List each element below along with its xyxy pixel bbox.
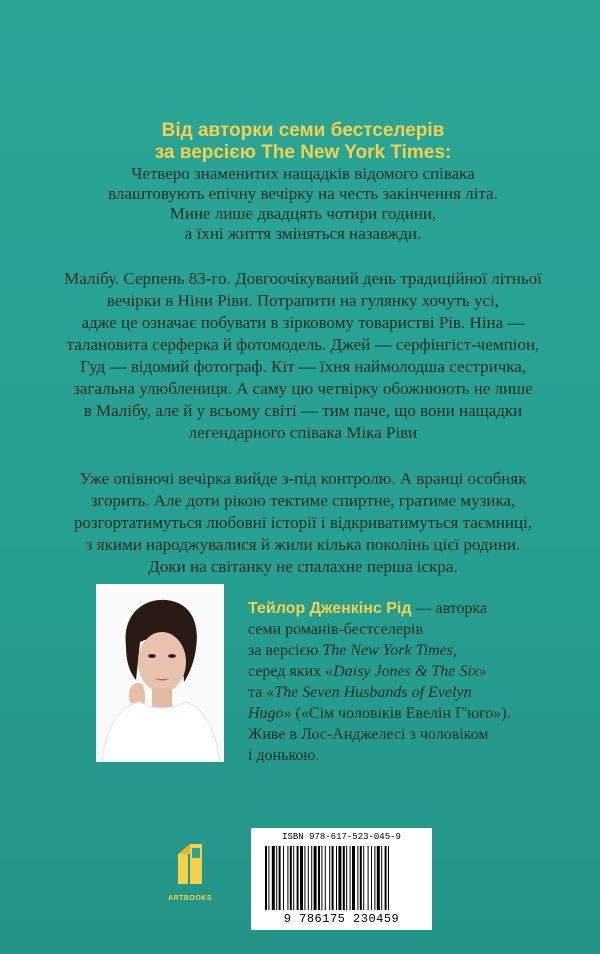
publisher-name: ARTBOOKS <box>167 895 213 902</box>
bio-text: — авторка <box>411 600 488 617</box>
bio-text: » («Сім чоловіків Евелін Г'юго»). <box>283 705 511 722</box>
headline <box>48 120 558 164</box>
bio-title: Daisy Jones & The Six <box>333 663 479 680</box>
paragraph-line: талановита серферка й фотомодель. Джей — серфінгіст-чемпіон, <box>66 335 540 354</box>
paragraph-line: Гуд — відомий фотограф. Кіт — їхня наймолодша сестричка, <box>79 357 527 376</box>
paragraph-2 <box>48 468 558 578</box>
paragraph-line: загальна улюблениця. А саму цю четвірку обожнюють не лише <box>73 379 533 398</box>
paragraph-line: Доки на світанку не спалахне перша іскра. <box>148 557 458 576</box>
isbn-text: ISBN 978-617-523-045-9 <box>282 832 401 842</box>
paragraph-line: в Малібу, але й у всьому світі — тим паче, що вони нащадки <box>83 401 523 420</box>
intro-line: влаштовують епічну вечірку на честь закінчення літа. <box>108 184 498 203</box>
barcode-digits: 9 786175 230459 <box>283 912 400 926</box>
paragraph-line: адже це означає побувати в зірковому товаристві Рів. Ніна — <box>81 313 525 332</box>
barcode-bars <box>265 846 418 910</box>
bio-text: серед яких « <box>248 663 334 680</box>
author-photo <box>96 584 224 762</box>
headline-line: Від авторки семи бестселерів <box>161 120 445 141</box>
intro-line: Мине лише двадцять чотири години, <box>169 204 437 223</box>
paragraph-line: Уже опівночі вечірка вийде з-під контролю. А вранці особняк <box>79 469 527 488</box>
bio-title: Hugo <box>248 705 284 722</box>
paragraph-1 <box>48 268 558 444</box>
bio-text: за версією <box>248 642 323 659</box>
author-name: Тейлор Дженкінс Рід <box>248 600 412 617</box>
bio-text: та « <box>248 684 275 701</box>
paragraph-line: з якими народжувалися й жили кілька поколінь цієї родини. <box>85 535 521 554</box>
bio-title: The New York Times, <box>322 642 457 659</box>
bio-text: » <box>478 663 487 680</box>
paragraph-line: легендарного співака Міка Ріви <box>188 423 418 442</box>
paragraph-line: розгортатимуться любовні історії і відкриватимуться таємниці, <box>73 513 533 532</box>
publisher-logo <box>160 838 220 902</box>
bio-text: семи романів-бестселерів <box>248 621 423 638</box>
blurb-block <box>48 120 558 578</box>
bio-text: і донькою. <box>248 747 320 764</box>
paragraph-line: Малібу. Серпень 83-го. Довгоочікуваний день традиційної літньої <box>64 269 542 288</box>
bio-title: The Seven Husbands of Evelyn <box>274 684 472 701</box>
paragraph-line: згорить. Але доти рікою тектиме спиртне, гратиме музика, <box>90 491 516 510</box>
bio-text: Живе в Лос-Анджелесі з чоловіком <box>248 726 489 743</box>
author-bio <box>248 598 578 766</box>
intro-line: а їхні життя зміняться назавжди. <box>184 224 422 243</box>
barcode <box>251 828 432 930</box>
intro-text <box>48 164 558 244</box>
intro-line: Четверо знаменитих нащадків відомого співака <box>131 164 475 183</box>
headline-line: за версією The New York Times: <box>154 142 452 163</box>
author-portrait-image <box>96 584 224 762</box>
artbooks-logo-icon <box>174 838 206 886</box>
paragraph-line: вечірки в Ніни Ріви. Потрапити на гулянку хочуть усі, <box>106 291 500 310</box>
